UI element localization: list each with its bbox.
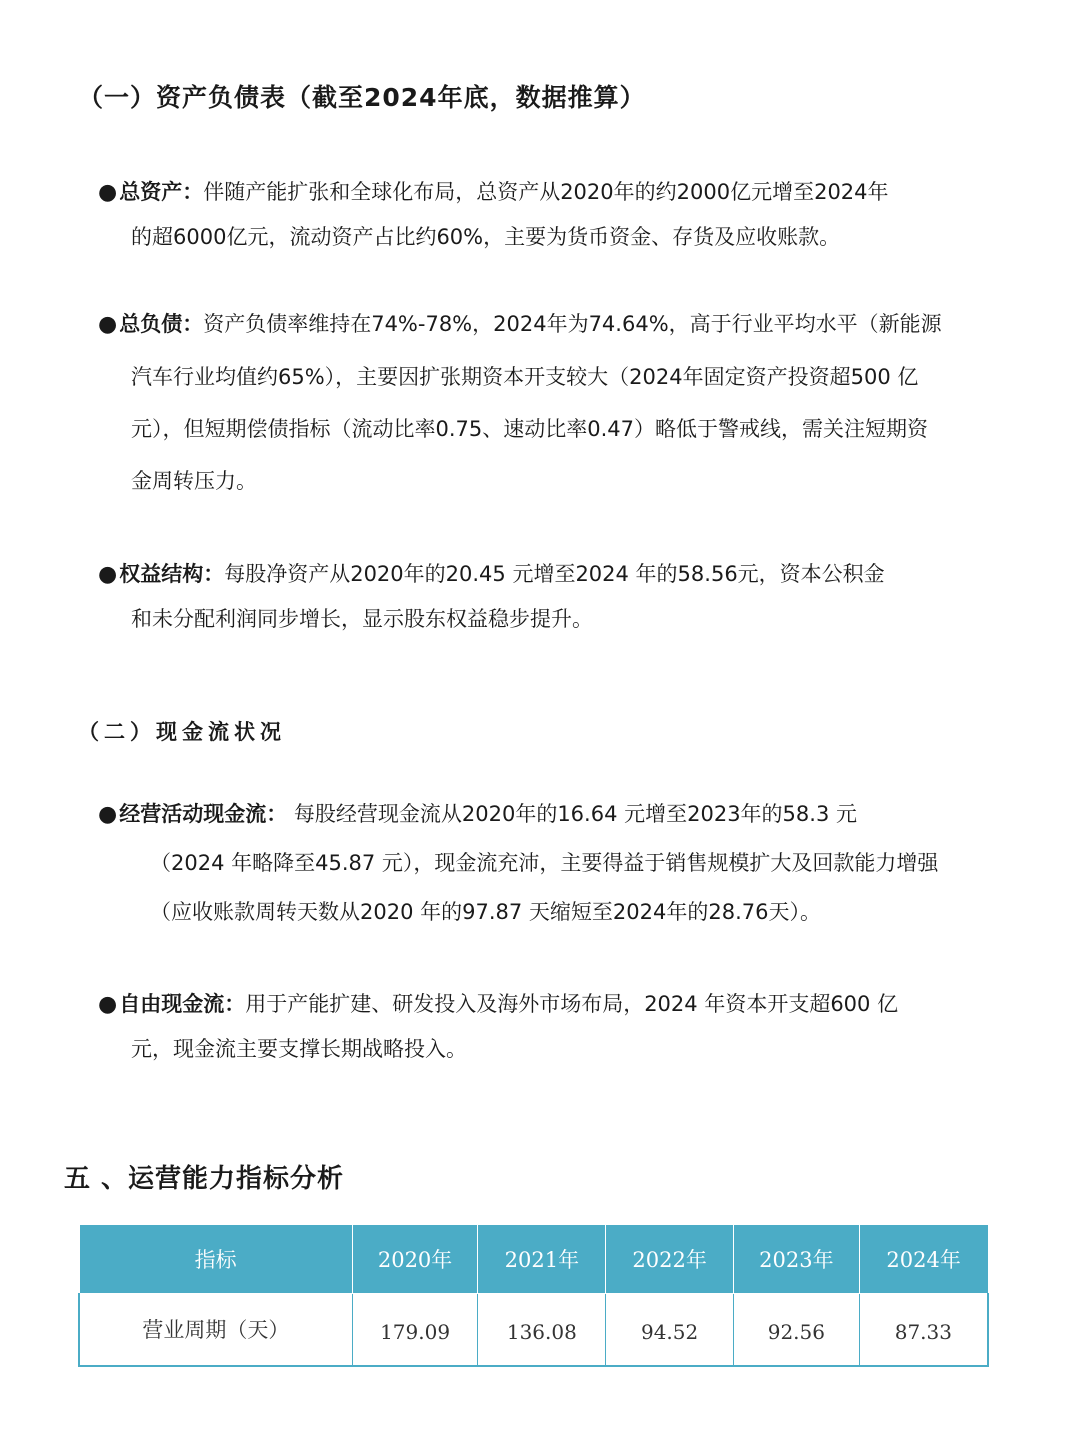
text-line: 每股经营现金流从2020年的16.64 元增至2023年的58.3 元 <box>287 802 857 826</box>
label-operating-cash-flow: 经营活动现金流： <box>119 802 288 826</box>
text-line: 资产负债率维持在74%-78%，2024年为74.64%，高于行业平均水平（新能源 <box>203 312 942 336</box>
text-line: 金周转压力。 <box>131 469 257 493</box>
text-line: 汽车行业均值约65%），主要因扩张期资本开支较大（2024年固定资产投资超500 亿 <box>131 365 919 389</box>
column-header-2023: 2023年 <box>733 1225 859 1294</box>
table-cell: 136.08 <box>478 1294 606 1367</box>
table-cell: 92.56 <box>733 1294 859 1367</box>
column-header-2020: 2020年 <box>352 1225 478 1294</box>
bullet-icon: ● <box>98 180 118 205</box>
paragraph-free-cash-flow <box>98 982 1013 1072</box>
section-heading-balance-sheet: （一）资产负债表（截至2024年底，数据推算） <box>78 83 646 112</box>
bullet-icon: ● <box>98 562 118 587</box>
text-line: 的超6000亿元，流动资产占比约60%，主要为货币资金、存货及应收账款。 <box>131 225 841 249</box>
paragraph-equity-structure <box>98 552 1013 641</box>
table-cell: 94.52 <box>606 1294 734 1367</box>
text-line: 元），但短期偿债指标（流动比率0.75、速动比率0.47）略低于警戒线，需关注短期资 <box>131 417 929 441</box>
text-line: 用于产能扩建、研发投入及海外市场布局，2024 年资本开支超600 亿 <box>245 992 899 1016</box>
bullet-icon: ● <box>98 312 118 337</box>
column-header-indicator: 指标 <box>79 1225 352 1294</box>
row-label-operating-cycle: 营业周期（天） <box>79 1294 352 1367</box>
label-total-liabilities: 总负债： <box>119 312 204 336</box>
column-header-2022: 2022年 <box>606 1225 734 1294</box>
operating-capability-table <box>78 1224 989 1367</box>
bullet-icon: ● <box>98 802 118 827</box>
label-equity-structure: 权益结构： <box>119 562 225 586</box>
table-cell: 87.33 <box>859 1294 988 1367</box>
column-header-2021: 2021年 <box>478 1225 606 1294</box>
text-line: 和未分配利润同步增长，显示股东权益稳步提升。 <box>131 607 593 631</box>
text-line: 元，现金流主要支撑长期战略投入。 <box>131 1037 467 1061</box>
text-line: 每股净资产从2020年的20.45 元增至2024 年的58.56元，资本公积金 <box>224 562 885 586</box>
column-header-2024: 2024年 <box>859 1225 988 1294</box>
table-cell: 179.09 <box>352 1294 478 1367</box>
paragraph-total-liabilities <box>98 298 1013 507</box>
paragraph-total-assets <box>98 170 1013 260</box>
label-total-assets: 总资产： <box>119 180 204 204</box>
text-line: 伴随产能扩张和全球化布局，总资产从2020年的约2000亿元增至2024年 <box>203 180 889 204</box>
text-line: （应收账款周转天数从2020 年的97.87 天缩短至2024年的28.76天）。 <box>150 900 821 924</box>
text-line: （2024 年略降至45.87 元），现金流充沛，主要得益于销售规模扩大及回款能力增强 <box>150 851 939 875</box>
section-heading-operating-capability: 五 、运营能力指标分析 <box>64 1164 345 1194</box>
bullet-icon: ● <box>98 992 118 1017</box>
paragraph-operating-cash-flow <box>98 790 1013 937</box>
table-row <box>79 1294 988 1367</box>
label-free-cash-flow: 自由现金流： <box>119 992 246 1016</box>
table-header-row <box>79 1225 988 1294</box>
section-heading-cash-flow: （二）现金流状况 <box>78 720 286 744</box>
